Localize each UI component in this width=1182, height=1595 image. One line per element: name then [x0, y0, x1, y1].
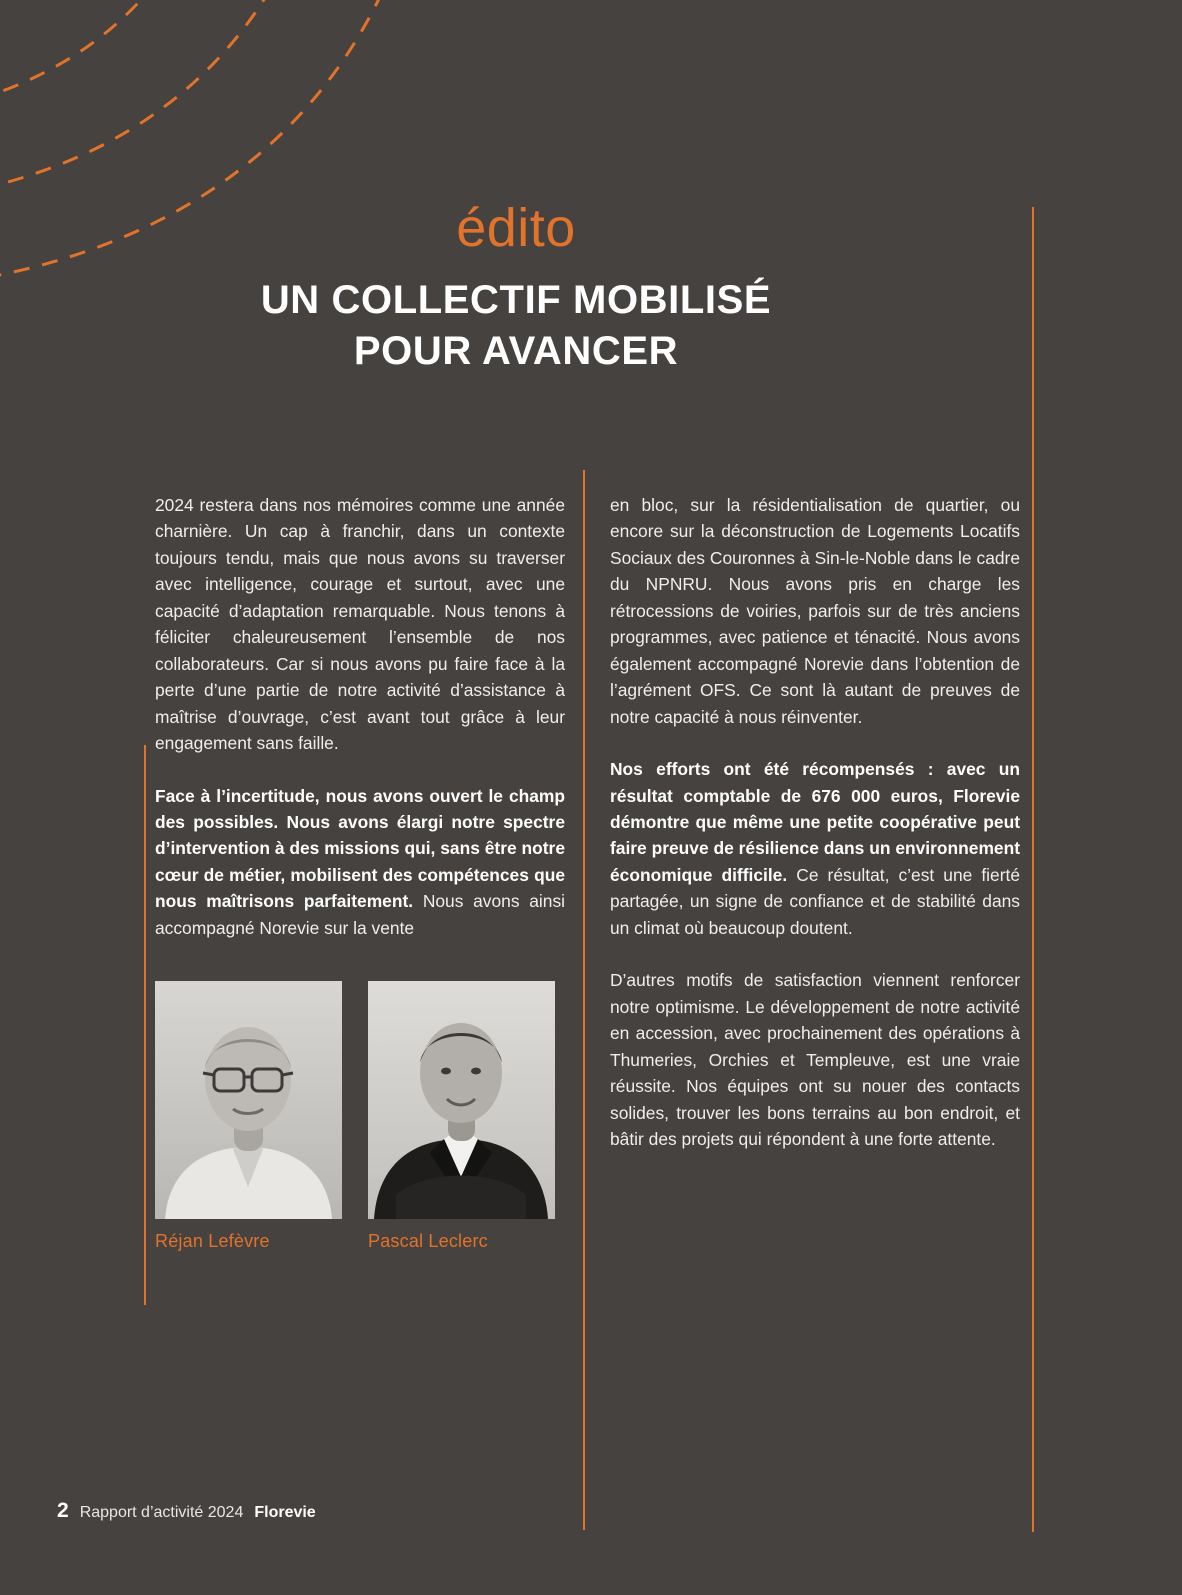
column-right [610, 492, 1020, 1252]
portrait-photo-pascal-leclerc [368, 981, 555, 1219]
portrait-name: Réjan Lefèvre [155, 1231, 270, 1252]
paragraph-tail: Ce résultat, c’est une fierté partagée, un signe de confiance et de stabilité dans un climat où beaucoup doutent. [610, 864, 1021, 938]
paragraph [155, 783, 565, 942]
page-title-line-2: POUR AVANCER [353, 328, 679, 373]
portrait-card [368, 981, 555, 1252]
paragraph-tail: Nous avons ainsi accompagné Norevie sur la vente [155, 891, 565, 938]
portrait-card [155, 981, 342, 1252]
paragraph [610, 756, 1020, 941]
portrait-photo-rejan-lefevre [155, 981, 342, 1219]
footer-brand: Florevie [254, 1504, 316, 1521]
paragraph: en bloc, sur la résidentialisation de quartier, ou encore sur la déconstruction de Logements Locatifs Sociaux des Couronnes à Sin-le-Noble dans le cadre du NPNRU. Nous avons pris en charge les rétrocessions de voiries, parfois sur de très anciens programmes, avec patience et ténacité. Nous avons également accompagné Norevie dans l’obtention de l’agrément OFS. Ce sont là autant de preuves de notre capacité à nous réinventer. [610, 495, 1020, 727]
page-title-line-1: UN COLLECTIF MOBILISÉ [260, 277, 772, 322]
paragraph-bold-lead: Nos efforts ont été récompensés : avec un résultat comptable de 676 000 euros, Florevie démontre que même une petite coopérative peut faire preuve de résilience dans un environnement économique difficile. [610, 759, 1020, 885]
portrait-illustration [368, 981, 555, 1219]
page-title [0, 275, 1032, 377]
footer-text: Rapport d’activité 2024 [79, 1504, 244, 1521]
portrait-gallery [155, 981, 565, 1252]
paragraph: 2024 restera dans nos mémoires comme une année charnière. Un cap à franchir, dans un contexte toujours tendu, mais que nous avons su traverser avec intelligence, courage et surtout, avec une capacité d’adaptation remarquable. Nous tenons à féliciter chaleureusement l’ensemble de nos collaborateurs. Car si nous avons pu faire face à la perte d’une partie de notre activité d’assistance à maîtrise d’ouvrage, c’est avant tout grâce à leur engagement sans faille. [155, 495, 565, 754]
portrait-name: Pascal Leclerc [368, 1231, 488, 1252]
page-number: 2 [57, 1499, 69, 1522]
column-left [155, 492, 565, 1252]
paragraph: D’autres motifs de satisfaction viennent renforcer notre optimisme. Le développement de notre activité en accession, avec prochainement des opérations à Thumeries, Orchies et Templeuve, est une vraie réussite. Nos équipes ont su nouer des contacts solides, trouver les bons terrains au bon endroit, et bâtir des projets qui répondent à une forte attente. [610, 970, 1020, 1149]
page-footer [57, 1499, 316, 1523]
article-columns [155, 492, 1035, 1252]
accent-rule-left [144, 745, 146, 1305]
page-header [0, 200, 1032, 377]
section-eyebrow: édito [456, 198, 576, 258]
paragraph-bold-lead: Face à l’incertitude, nous avons ouvert le champ des possibles. Nous avons élargi notre spectre d’intervention à des missions qui, sans être notre cœur de métier, mobilisent des compétences que nous maîtrisons parfaitement. [155, 785, 565, 912]
portrait-illustration [155, 981, 342, 1219]
